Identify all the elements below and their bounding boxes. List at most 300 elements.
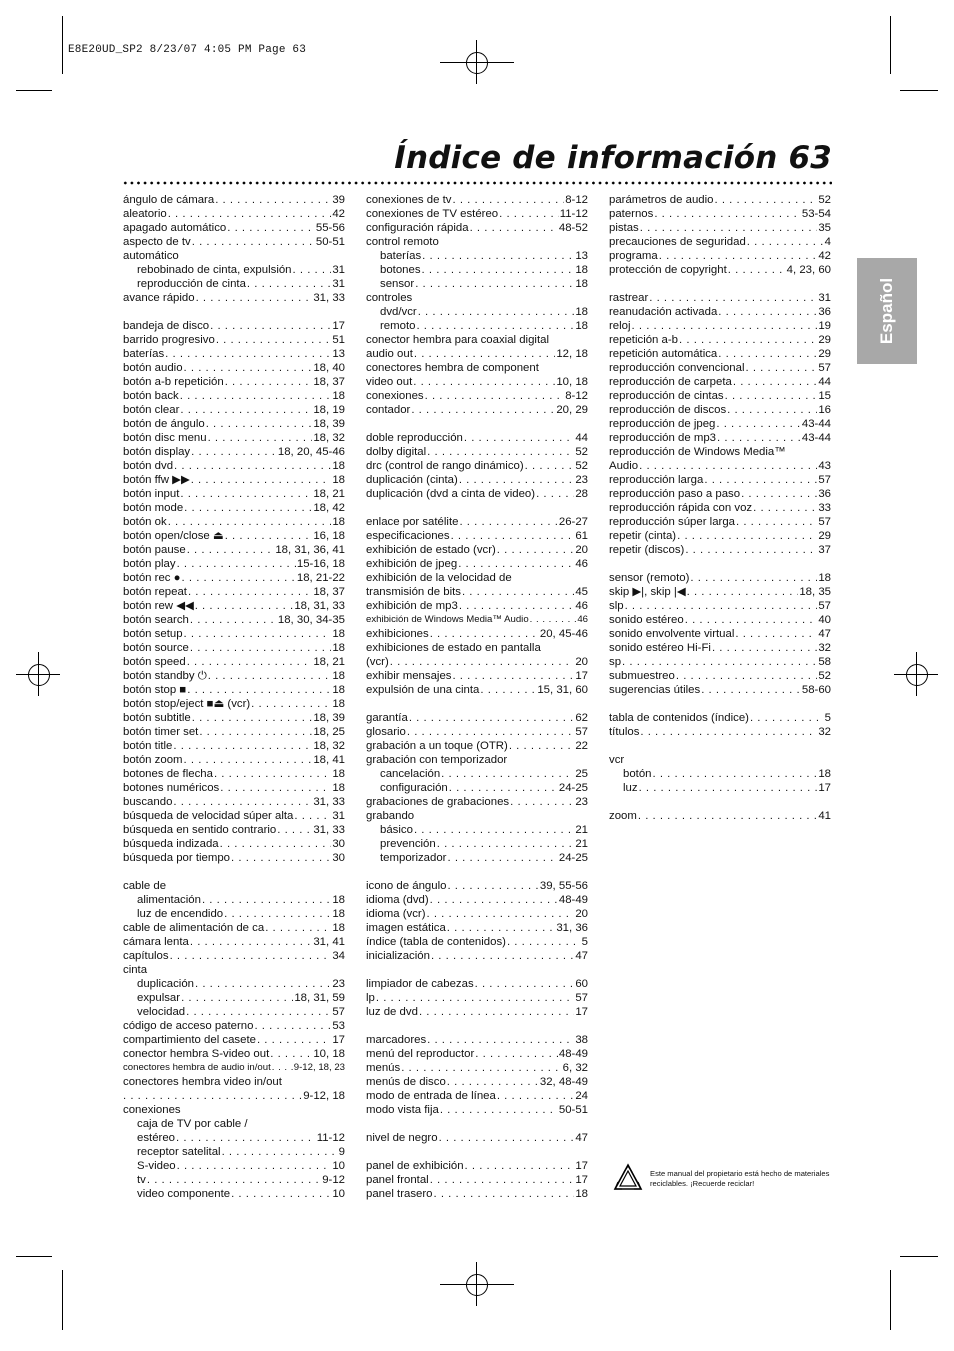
entry-pages: 37 (818, 544, 831, 556)
dot-leader (459, 515, 557, 529)
entry-pages: 52 (818, 670, 831, 682)
dot-leader (712, 641, 817, 655)
entry-term: limpiador de cabezas (366, 978, 474, 990)
entry-term: botón source (123, 642, 189, 654)
dot-leader (654, 207, 801, 221)
index-entry (609, 627, 831, 641)
index-entry (366, 207, 588, 221)
entry-pages: 46 (575, 558, 588, 570)
index-entry (123, 921, 345, 935)
language-tab (857, 258, 917, 364)
entry-term: drc (control de rango dinámico) (366, 460, 524, 472)
dot-leader (170, 949, 332, 963)
index-entry (366, 403, 588, 417)
dot-leader (224, 907, 331, 921)
entry-term: temporizador (380, 852, 447, 864)
entry-pages: 35 (818, 222, 831, 234)
dot-leader (447, 879, 538, 893)
dot-leader (431, 949, 574, 963)
dot-leader (195, 599, 294, 613)
index-entry (366, 473, 588, 487)
index-entry (366, 599, 588, 613)
entry-term: remoto (380, 320, 416, 332)
entry-pages: 15-16, 18 (296, 558, 345, 570)
dot-leader (294, 809, 331, 823)
entry-term: modo vista fija (366, 1104, 439, 1116)
entry-pages: 58 (818, 656, 831, 668)
dot-leader (430, 1173, 575, 1187)
dot-leader (465, 1159, 575, 1173)
entry-term: exhibir mensajes (366, 670, 452, 682)
index-entry (123, 501, 345, 515)
entry-term: exhibiciones de estado en pantalla (366, 642, 541, 654)
entry-pages: 16 (818, 404, 831, 416)
entry-term: sonido estéreo Hi-Fi (609, 642, 711, 654)
index-entry (366, 1187, 588, 1201)
entry-pages: 48-52 (558, 222, 588, 234)
entry-pages: 18 (575, 306, 588, 318)
index-entry (366, 613, 588, 627)
crop-mark (900, 90, 938, 91)
entry-term: botón subtitle (123, 712, 191, 724)
entry-term: audio out (366, 348, 413, 360)
entry-pages: 18, 20, 45-46 (277, 446, 345, 458)
dot-leader (525, 459, 575, 473)
entry-term: panel frontal (366, 1174, 429, 1186)
entry-term: avance rápido (123, 292, 195, 304)
entry-pages: 34 (332, 950, 345, 962)
dot-leader (272, 1061, 293, 1075)
dot-leader (449, 781, 558, 795)
index-entry (123, 1089, 345, 1103)
dot-leader (507, 935, 581, 949)
index-entry (123, 445, 345, 459)
entry-pages: 60 (575, 978, 588, 990)
dot-leader (437, 837, 575, 851)
dot-leader (497, 1089, 575, 1103)
dot-leader (173, 795, 312, 809)
index-entry (366, 711, 588, 725)
entry-term: duplicación (dvd a cinta de video) (366, 488, 536, 500)
entry-pages: 18 (332, 474, 345, 486)
index-entry (609, 767, 831, 781)
dot-leader (718, 305, 817, 319)
entry-pages: 53-54 (801, 208, 831, 220)
index-entry (609, 221, 831, 235)
dot-leader (427, 445, 574, 459)
dot-leader (497, 543, 575, 557)
entry-pages: 61 (575, 530, 588, 542)
dot-leader (270, 1047, 312, 1061)
dot-leader (182, 571, 296, 585)
index-entry (123, 613, 345, 627)
index-entry (366, 529, 588, 543)
entry-pages: 46 (575, 600, 588, 612)
dot-leader (475, 977, 575, 991)
entry-term: rastrear (609, 292, 649, 304)
entry-term: submuestreo (609, 670, 675, 682)
index-entry (366, 277, 588, 291)
index-spacer (609, 697, 831, 711)
entry-pages: 15 (818, 390, 831, 402)
index-entry (366, 333, 588, 347)
registration-circle (28, 664, 50, 686)
dot-leader (414, 347, 555, 361)
index-entry (123, 739, 345, 753)
entry-term: parámetros de audio (609, 194, 714, 206)
index-entry (609, 571, 831, 585)
index-entry (609, 445, 831, 459)
dot-leader (475, 1047, 558, 1061)
index-spacer (366, 1117, 588, 1131)
index-entry (366, 235, 588, 249)
dot-leader (462, 585, 574, 599)
entry-pages: 44 (818, 376, 831, 388)
entry-pages: 5 (581, 936, 588, 948)
index-entry (123, 319, 345, 333)
index-entry (609, 263, 831, 277)
entry-pages: 30 (332, 838, 345, 850)
entry-term: apagado automático (123, 222, 227, 234)
entry-pages: 30 (332, 852, 345, 864)
entry-pages: 5 (824, 712, 831, 724)
entry-pages: 25 (575, 768, 588, 780)
dot-leader (622, 655, 817, 669)
index-entry (123, 809, 345, 823)
dot-leader (659, 249, 818, 263)
dot-leader (215, 193, 331, 207)
dot-leader (216, 333, 332, 347)
dot-leader (176, 1131, 316, 1145)
entry-term: expulsión de una cinta (366, 684, 480, 696)
index-entry (123, 837, 345, 851)
entry-pages: 43 (818, 460, 831, 472)
index-entry (366, 1047, 588, 1061)
entry-term: reproducción de carpeta (609, 376, 732, 388)
entry-pages: 18, 32 (313, 740, 345, 752)
entry-term: botón stop ■ (123, 684, 187, 696)
dot-leader (222, 1145, 338, 1159)
entry-term: índice (tabla de contenidos) (366, 936, 506, 948)
index-entry (366, 515, 588, 529)
index-entry (123, 473, 345, 487)
dot-leader (401, 1061, 561, 1075)
entry-pages: 23 (332, 978, 345, 990)
dot-leader (225, 529, 313, 543)
entry-term: botón display (123, 446, 191, 458)
entry-pages: 18, 32 (313, 432, 345, 444)
entry-term: botón timer set (123, 726, 199, 738)
index-entry (609, 487, 831, 501)
entry-pages: 52 (818, 194, 831, 206)
dotted-rule (122, 180, 832, 186)
entry-term: precauciones de seguridad (609, 236, 746, 248)
dot-leader (277, 823, 312, 837)
entry-pages: 42 (332, 208, 345, 220)
entry-term: duplicación (137, 978, 194, 990)
entry-term: repetir (discos) (609, 544, 685, 556)
entry-term: conector hembra S-video out (123, 1048, 270, 1060)
index-entry (366, 935, 588, 949)
entry-term: slp (609, 600, 624, 612)
entry-pages: 18 (332, 908, 345, 920)
dot-leader (736, 515, 817, 529)
entry-pages: 32 (818, 642, 831, 654)
entry-pages: 23 (575, 796, 588, 808)
index-entry (366, 221, 588, 235)
index-entry (609, 291, 831, 305)
index-entry (366, 683, 588, 697)
index-entry (123, 1187, 345, 1201)
dot-leader (180, 487, 312, 501)
entry-term: marcadores (366, 1034, 427, 1046)
dot-leader (265, 921, 331, 935)
entry-term: básico (380, 824, 413, 836)
dot-leader (536, 487, 574, 501)
index-entry (366, 949, 588, 963)
dot-leader (190, 641, 331, 655)
entry-term: enlace por satélite (366, 516, 459, 528)
dot-leader (422, 249, 574, 263)
entry-term: conectores hembra video in/out (123, 1076, 282, 1088)
entry-pages: 18, 41 (313, 754, 345, 766)
index-entry (366, 571, 588, 585)
entry-term: pistas (609, 222, 639, 234)
index-entry (366, 431, 588, 445)
dot-leader (451, 529, 575, 543)
crop-mark (16, 1256, 52, 1257)
dot-leader (530, 613, 577, 627)
entry-term: botón dvd (123, 460, 174, 472)
index-entry (609, 711, 831, 725)
dot-leader (251, 697, 331, 711)
entry-term: botón disc menu (123, 432, 207, 444)
entry-term: skip ▶|, skip |◀ (609, 586, 686, 598)
index-entry (123, 431, 345, 445)
index-entry (366, 305, 588, 319)
entry-pages: 18 (575, 320, 588, 332)
dot-leader (208, 431, 313, 445)
entry-pages: 17 (332, 320, 345, 332)
dot-leader (509, 739, 575, 753)
index-entry (123, 711, 345, 725)
index-entry (123, 1173, 345, 1187)
dot-leader (701, 683, 801, 697)
entry-pages: 10, 18 (313, 1048, 345, 1060)
entry-term: tabla de contenidos (índice) (609, 712, 749, 724)
dot-leader (427, 1033, 574, 1047)
index-entry (366, 753, 588, 767)
dot-leader (407, 725, 574, 739)
index-spacer (609, 277, 831, 291)
entry-pages: 31 (818, 292, 831, 304)
entry-pages: 8-12 (565, 390, 588, 402)
entry-pages: 18, 21 (313, 488, 345, 500)
index-entry (609, 403, 831, 417)
index-entry (366, 781, 588, 795)
dot-leader (430, 893, 558, 907)
entry-pages: 31 (332, 278, 345, 290)
entry-pages: 22 (575, 740, 588, 752)
entry-term: controles (366, 292, 413, 304)
dot-leader (639, 459, 817, 473)
index-entry (366, 249, 588, 263)
entry-term: dolby digital (366, 446, 427, 458)
dot-leader (190, 613, 277, 627)
index-entry (366, 1131, 588, 1145)
entry-term: zoom (609, 810, 637, 822)
entry-term: botón open/close ⏏ (123, 530, 224, 542)
index-entry (366, 725, 588, 739)
dot-leader (214, 767, 331, 781)
entry-term: exhibición de mp3 (366, 600, 458, 612)
dot-leader (186, 1005, 331, 1019)
index-entry (609, 235, 831, 249)
index-entry (123, 1075, 345, 1089)
registration-circle (466, 52, 488, 74)
entry-pages: 17 (575, 1174, 588, 1186)
entry-term: receptor satelital (137, 1146, 221, 1158)
dot-leader (746, 361, 818, 375)
entry-pages: 32 (818, 726, 831, 738)
index-entry (366, 795, 588, 809)
entry-term: programa (609, 250, 658, 262)
entry-pages: 10 (332, 1160, 345, 1172)
dot-leader (753, 501, 817, 515)
dot-leader (750, 711, 824, 725)
entry-pages: 18, 25 (313, 726, 345, 738)
dot-leader (390, 655, 575, 669)
index-entry (366, 921, 588, 935)
dot-leader (690, 571, 817, 585)
entry-term: idioma (dvd) (366, 894, 429, 906)
entry-pages: 43-44 (801, 418, 831, 430)
index-entry (609, 459, 831, 473)
dot-leader (459, 473, 575, 487)
entry-term: búsqueda por tiempo (123, 852, 231, 864)
entry-pages: 9-12, 18, 23 (293, 1062, 345, 1073)
entry-term: sensor (remoto) (609, 572, 690, 584)
dot-leader (427, 907, 575, 921)
entry-term: conectores hembra de audio in/out (123, 1062, 271, 1073)
entry-pages: 4 (824, 236, 831, 248)
dot-leader (447, 851, 557, 865)
dot-leader (422, 263, 575, 277)
entry-pages: 33 (818, 502, 831, 514)
entry-term: luz de dvd (366, 1006, 418, 1018)
index-entry (366, 347, 588, 361)
entry-term: compartimiento del casete (123, 1034, 256, 1046)
index-entry (123, 1061, 345, 1075)
entry-pages: 31 (332, 810, 345, 822)
entry-pages: 12, 18 (556, 348, 588, 360)
entry-pages: 9 (338, 1146, 345, 1158)
entry-pages: 52 (575, 460, 588, 472)
entry-pages: 29 (818, 348, 831, 360)
index-entry (609, 361, 831, 375)
index-column-1 (123, 193, 345, 1201)
entry-pages: 36 (818, 488, 831, 500)
entry-pages: 18, 42 (313, 502, 345, 514)
index-entry (609, 207, 831, 221)
entry-term: botón rec ● (123, 572, 181, 584)
dot-leader (459, 599, 575, 613)
index-entry (366, 459, 588, 473)
dot-leader (425, 389, 565, 403)
index-entry (366, 487, 588, 501)
entry-pages: 18, 40 (313, 362, 345, 374)
entry-term: botón ok (123, 516, 167, 528)
index-entry (609, 193, 831, 207)
index-entry (366, 389, 588, 403)
entry-term: reproducción rápida con voz (609, 502, 753, 514)
dot-leader (181, 991, 293, 1005)
dot-leader (415, 277, 574, 291)
entry-term: panel de exhibición (366, 1160, 464, 1172)
entry-term: lp (366, 992, 375, 1004)
dot-leader (177, 557, 296, 571)
dot-leader (411, 403, 555, 417)
print-slug: E8E20UD_SP2 8/23/07 4:05 PM Page 63 (68, 44, 307, 56)
entry-pages: 44 (575, 432, 588, 444)
entry-pages: 18, 39 (313, 712, 345, 724)
entry-pages: 29 (818, 334, 831, 346)
index-spacer (366, 697, 588, 711)
index-entry (366, 627, 588, 641)
entry-pages: 47 (575, 950, 588, 962)
entry-pages: 42 (818, 250, 831, 262)
entry-term: capítulos (123, 950, 169, 962)
index-entry (123, 641, 345, 655)
entry-pages: 10, 18 (556, 376, 588, 388)
index-entry (123, 1033, 345, 1047)
index-entry (366, 977, 588, 991)
entry-term: nivel de negro (366, 1132, 438, 1144)
index-entry (123, 697, 345, 711)
dot-leader (704, 473, 817, 487)
entry-pages: 18, 31, 59 (294, 992, 345, 1004)
entry-term: exhibición de Windows Media™ Audio (366, 614, 529, 625)
dot-leader (184, 501, 312, 515)
entry-term: automático (123, 250, 179, 262)
page-title: Índice de información 63 (394, 140, 832, 176)
dot-leader (190, 935, 312, 949)
entry-term: botón back (123, 390, 179, 402)
dot-leader (147, 1173, 321, 1187)
index-entry (123, 375, 345, 389)
index-entry (609, 753, 831, 767)
entry-term: botón repeat (123, 586, 187, 598)
entry-term: botón title (123, 740, 173, 752)
index-entry (609, 641, 831, 655)
entry-term: botón speed (123, 656, 186, 668)
dot-leader (741, 487, 817, 501)
entry-term: (vcr) (366, 656, 389, 668)
entry-term: código de acceso paterno (123, 1020, 254, 1032)
entry-pages: 18, 30, 34-35 (277, 614, 345, 626)
dot-leader (123, 1089, 302, 1103)
entry-term: estéreo (137, 1132, 175, 1144)
entry-pages: 17 (575, 670, 588, 682)
index-spacer (609, 557, 831, 571)
index-entry (123, 515, 345, 529)
entry-term: configuración (380, 782, 448, 794)
entry-term: botón search (123, 614, 189, 626)
index-entry (609, 613, 831, 627)
entry-pages: 57 (818, 516, 831, 528)
entry-pages: 19 (818, 320, 831, 332)
entry-pages: 18 (575, 264, 588, 276)
